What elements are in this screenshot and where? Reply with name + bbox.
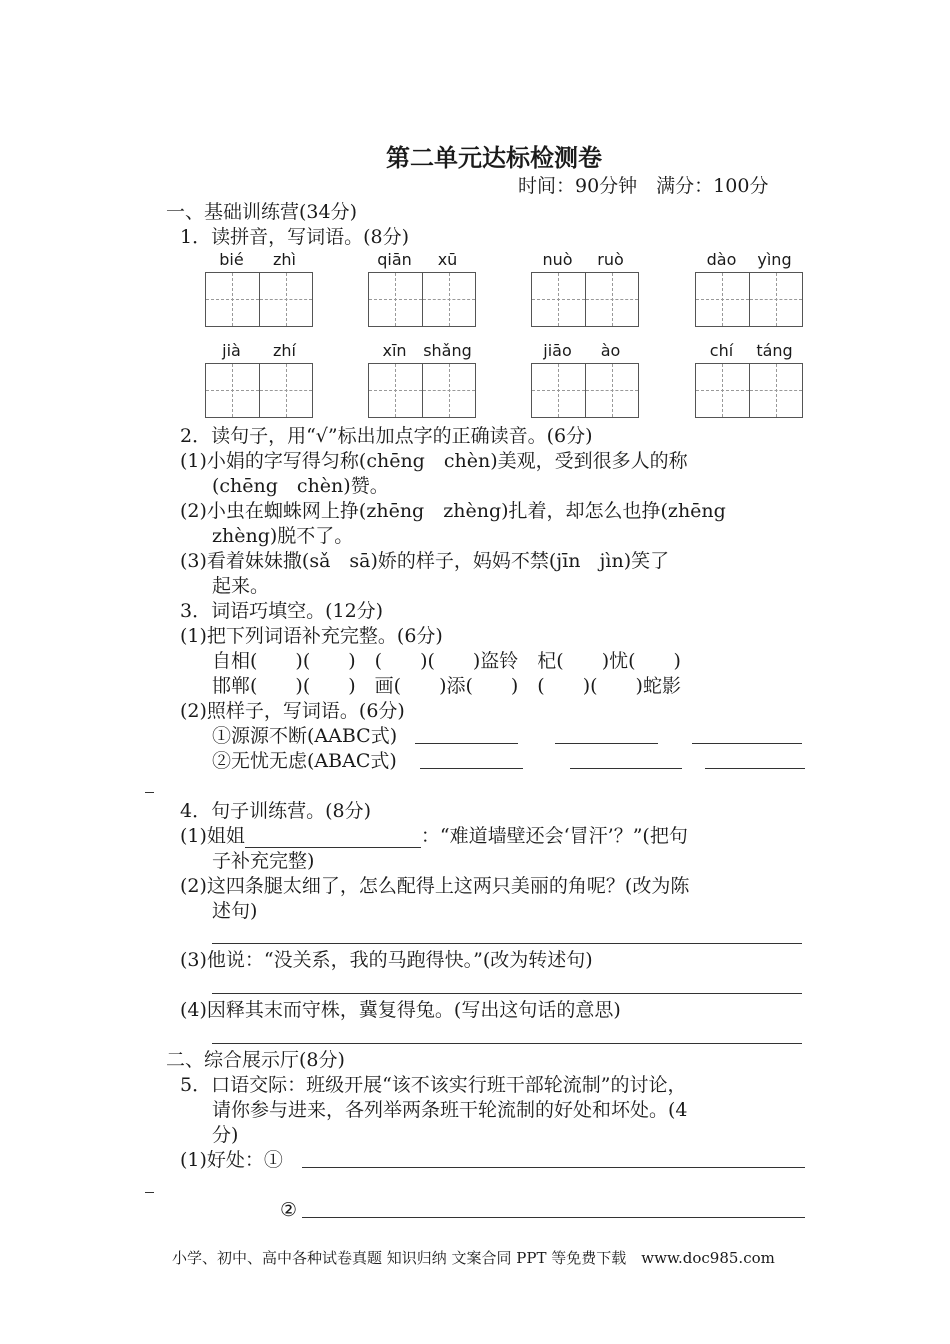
pinyin-label: táng [756, 341, 793, 360]
section-2-heading: 二、综合展示厅(8分) [166, 1049, 345, 1071]
q5-prompt: 5．口语交际：班级开展“该不该实行班干部轮流制”的讨论， [180, 1074, 687, 1096]
pinyin-label: jià [222, 341, 241, 360]
writing-grid[interactable] [368, 272, 476, 327]
q4-s3: (3)他说：“没关系，我的马跑得快。”(改为转述句) [180, 949, 593, 971]
answer-line[interactable] [212, 1043, 802, 1044]
example-aabc: ①源源不断(AABC式) [212, 725, 398, 747]
writing-grid[interactable] [695, 363, 803, 418]
pinyin-label: xū [437, 250, 458, 269]
q2-line: (1)小娟的字写得匀称(chēng chèn)美观，受到很多人的称 [180, 450, 688, 472]
answer-line[interactable] [212, 993, 802, 994]
q2-line: 起来。 [212, 575, 270, 597]
idiom-fill-line: 邯郸( )( ) 画( )添( ) ( )( )蛇影 [212, 675, 681, 697]
q4-s1-post: ：“难道墙壁还会‘冒汗’？”(把句 [420, 825, 688, 847]
q1-prompt: 1．读拼音，写词语。(8分) [180, 226, 410, 248]
answer-line[interactable] [302, 1167, 805, 1168]
footer-note: 小学、初中、高中各种试卷真题 知识归纳 文案合同 PPT 等免费下载 www.doc985.com [172, 1249, 775, 1267]
q5-good: (1)好处：① [180, 1149, 283, 1171]
pinyin-label: dào [706, 250, 737, 269]
exam-meta: 时间：90分钟 满分：100分 [518, 175, 769, 197]
writing-grid[interactable] [205, 272, 313, 327]
q2-line: (chēng chèn)赞。 [212, 475, 389, 497]
answer-line[interactable] [420, 768, 523, 769]
q4-s1 [180, 824, 688, 848]
pinyin-label: chí [709, 341, 734, 360]
q2-line: zhèng)脱不了。 [212, 525, 354, 547]
pinyin-label: ruò [597, 250, 624, 269]
pinyin-label: nuò [542, 250, 573, 269]
q3-sub2: (2)照样子，写词语。(6分) [180, 700, 405, 722]
q3-sub1: (1)把下列词语补充完整。(6分) [180, 625, 443, 647]
answer-line[interactable] [212, 943, 802, 944]
answer-line[interactable] [692, 743, 802, 744]
idiom-fill-line: 自相( )( ) ( )( )盗铃 杞( )忧( ) [212, 650, 681, 672]
pinyin-label: xīn [382, 341, 407, 360]
answer-line[interactable] [705, 768, 805, 769]
pinyin-label: ào [600, 341, 621, 360]
answer-line[interactable] [302, 1217, 805, 1218]
q4-s1-cont: 子补充完整) [212, 850, 315, 872]
pinyin-label: yìng [757, 250, 792, 269]
writing-grid[interactable] [205, 363, 313, 418]
q5-cont: 分) [212, 1124, 239, 1146]
pinyin-label: zhì [273, 250, 296, 269]
page-title: 第二单元达标检测卷 [386, 144, 602, 172]
margin-mark [145, 792, 154, 793]
answer-line[interactable] [555, 743, 658, 744]
q4-s2: (2)这四条腿太细了，怎么配得上这两只美丽的角呢？(改为陈 [180, 875, 690, 897]
pinyin-label: qiān [377, 250, 412, 269]
answer-line[interactable] [570, 768, 682, 769]
q4-s2-cont: 述句) [212, 900, 258, 922]
q5-cont: 请你参与进来，各列举两条班干轮流制的好处和坏处。(4 [212, 1099, 688, 1121]
q4-s1-pre: (1)姐姐 [180, 825, 245, 847]
q4-s4: (4)因释其末而守株，冀复得兔。(写出这句话的意思) [180, 999, 621, 1021]
q2-line: (2)小虫在蜘蛛网上挣(zhēng zhèng)扎着，却怎么也挣(zhēng [180, 500, 726, 522]
pinyin-label: jiāo [543, 341, 572, 360]
writing-grid[interactable] [531, 363, 639, 418]
pinyin-label: zhí [273, 341, 296, 360]
q4-prompt: 4．句子训练营。(8分) [180, 800, 372, 822]
margin-mark [145, 1192, 154, 1193]
answer-line[interactable] [415, 743, 518, 744]
q3-prompt: 3．词语巧填空。(12分) [180, 600, 384, 622]
q5-num2: ② [280, 1199, 298, 1221]
writing-grid[interactable] [368, 363, 476, 418]
writing-grid[interactable] [695, 272, 803, 327]
q2-line: (3)看着妹妹撒(sǎ sā)娇的样子，妈妈不禁(jīn jìn)笑了 [180, 550, 670, 572]
pinyin-label: bié [219, 250, 244, 269]
section-1-heading: 一、基础训练营(34分) [166, 201, 358, 223]
answer-blank[interactable] [245, 829, 421, 848]
pinyin-label: shǎng [423, 341, 472, 360]
example-abac: ②无忧无虑(ABAC式) [212, 750, 397, 772]
writing-grid[interactable] [531, 272, 639, 327]
q2-prompt: 2．读句子，用“√”标出加点字的正确读音。(6分) [180, 425, 593, 447]
